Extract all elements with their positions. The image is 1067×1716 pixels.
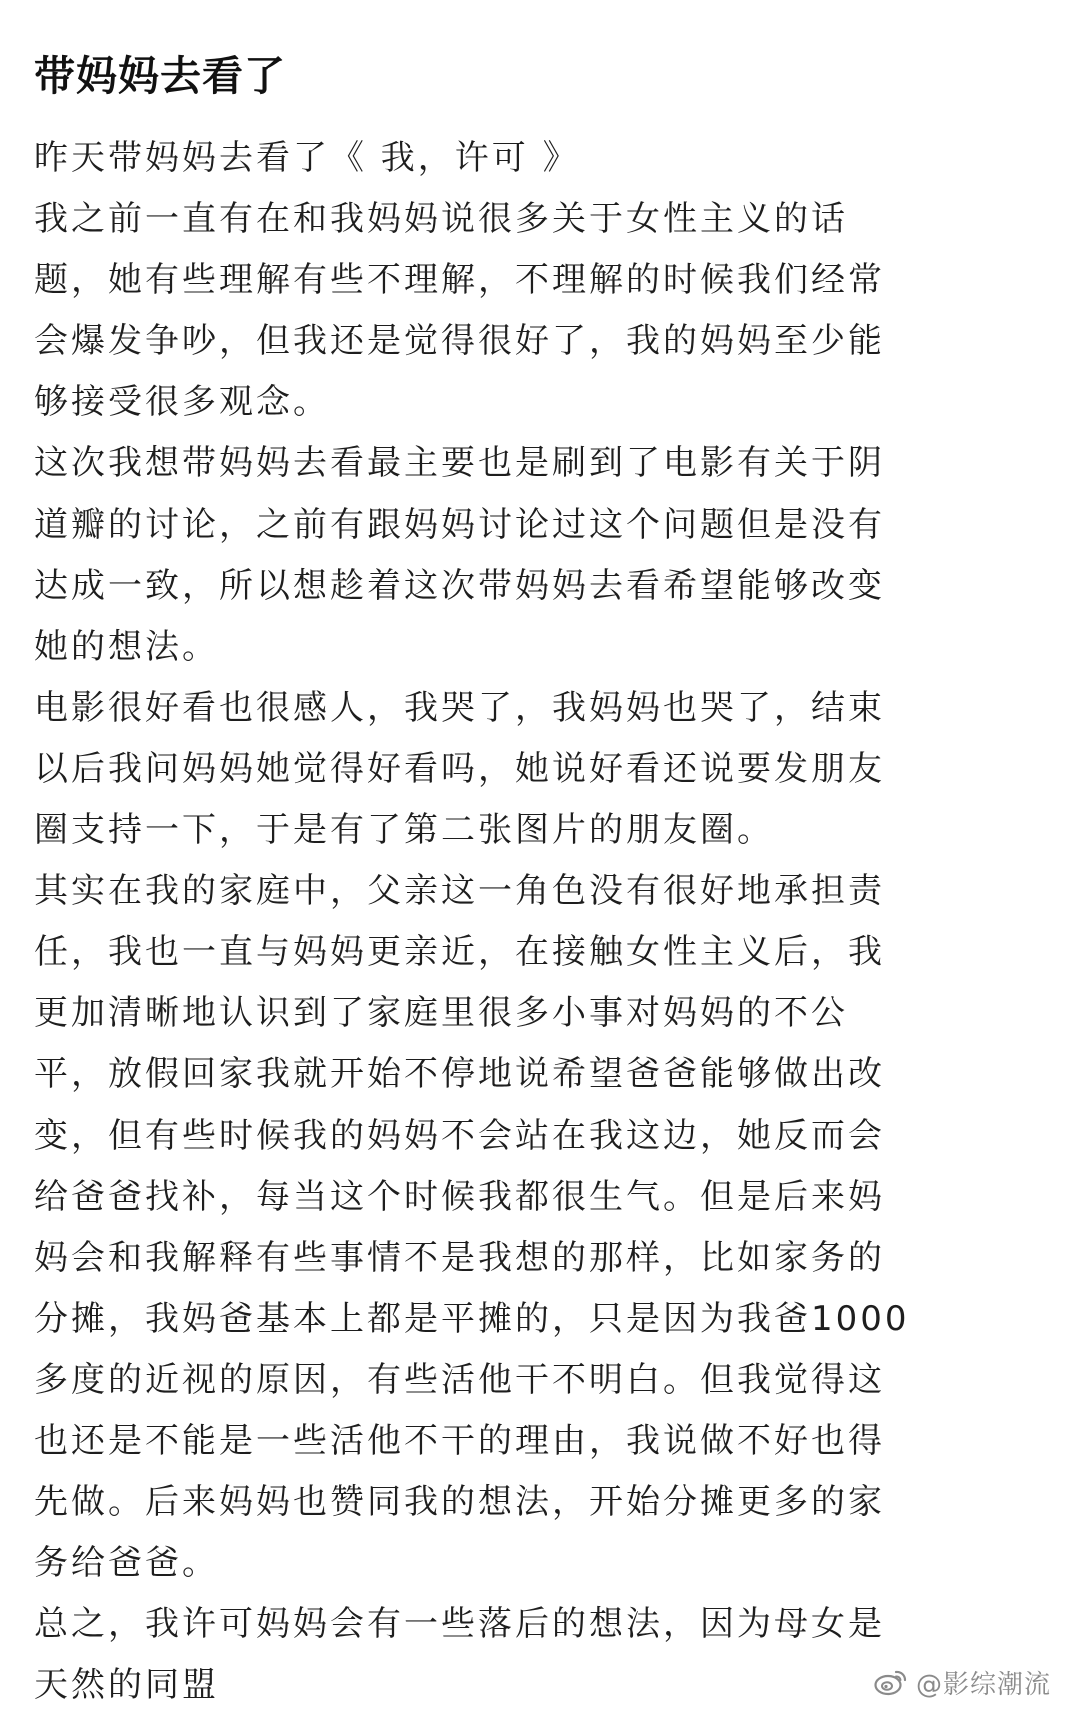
post-line: 她的想法。	[34, 626, 219, 667]
post-line: 妈会和我解释有些事情不是我想的那样，比如家务的	[34, 1237, 885, 1278]
post-line: 变，但有些时候我的妈妈不会站在我这边，她反而会	[34, 1115, 885, 1156]
post-line: 我之前一直有在和我妈妈说很多关于女性主义的话	[34, 199, 848, 240]
weibo-logo-icon	[874, 1668, 908, 1696]
post-line: 会爆发争吵，但我还是觉得很好了，我的妈妈至少能	[34, 321, 885, 362]
post-line: 平，放假回家我就开始不停地说希望爸爸能够做出改	[34, 1054, 885, 1095]
post-line: 电影很好看也很感人，我哭了，我妈妈也哭了，结束	[34, 687, 885, 728]
post-line: 也还是不能是一些活他不干的理由，我说做不好也得	[34, 1420, 885, 1461]
post-line: 题，她有些理解有些不理解，不理解的时候我们经常	[34, 260, 885, 301]
post-title: 带妈妈去看了	[34, 52, 286, 100]
post-line: 天然的同盟	[34, 1665, 219, 1706]
post-line: 务给爸爸。	[34, 1543, 219, 1584]
post-line: 够接受很多观念。	[34, 382, 330, 423]
post-body	[34, 128, 1034, 1716]
post-line: 多度的近视的原因，有些活他干不明白。但我觉得这	[34, 1359, 885, 1400]
post-line: 达成一致，所以想趁着这次带妈妈去看希望能够改变	[34, 565, 885, 606]
post-line: 分摊，我妈爸基本上都是平摊的，只是因为我爸1000	[34, 1298, 910, 1339]
post-line: 以后我问妈妈她觉得好看吗，她说好看还说要发朋友	[34, 748, 885, 789]
post-line: 给爸爸找补，每当这个时候我都很生气。但是后来妈	[34, 1176, 885, 1217]
post-line: 任，我也一直与妈妈更亲近，在接触女性主义后，我	[34, 932, 885, 973]
post-line: 这次我想带妈妈去看最主要也是刷到了电影有关于阴	[34, 443, 885, 484]
post-line: 总之，我许可妈妈会有一些落后的想法，因为母女是	[34, 1604, 885, 1645]
post-line: 圈支持一下，于是有了第二张图片的朋友圈。	[34, 810, 774, 851]
watermark-text: @影综潮流	[915, 1669, 1051, 1700]
watermark	[874, 1662, 1051, 1702]
post-line: 昨天带妈妈去看了《 我，许可 》	[34, 138, 580, 178]
post-line: 道瓣的讨论，之前有跟妈妈讨论过这个问题但是没有	[34, 504, 885, 545]
post-line: 更加清晰地认识到了家庭里很多小事对妈妈的不公	[34, 993, 848, 1034]
post-content	[34, 0, 1034, 1716]
post-line: 先做。后来妈妈也赞同我的想法，开始分摊更多的家	[34, 1482, 885, 1523]
post-line: 其实在我的家庭中，父亲这一角色没有很好地承担责	[34, 871, 885, 912]
